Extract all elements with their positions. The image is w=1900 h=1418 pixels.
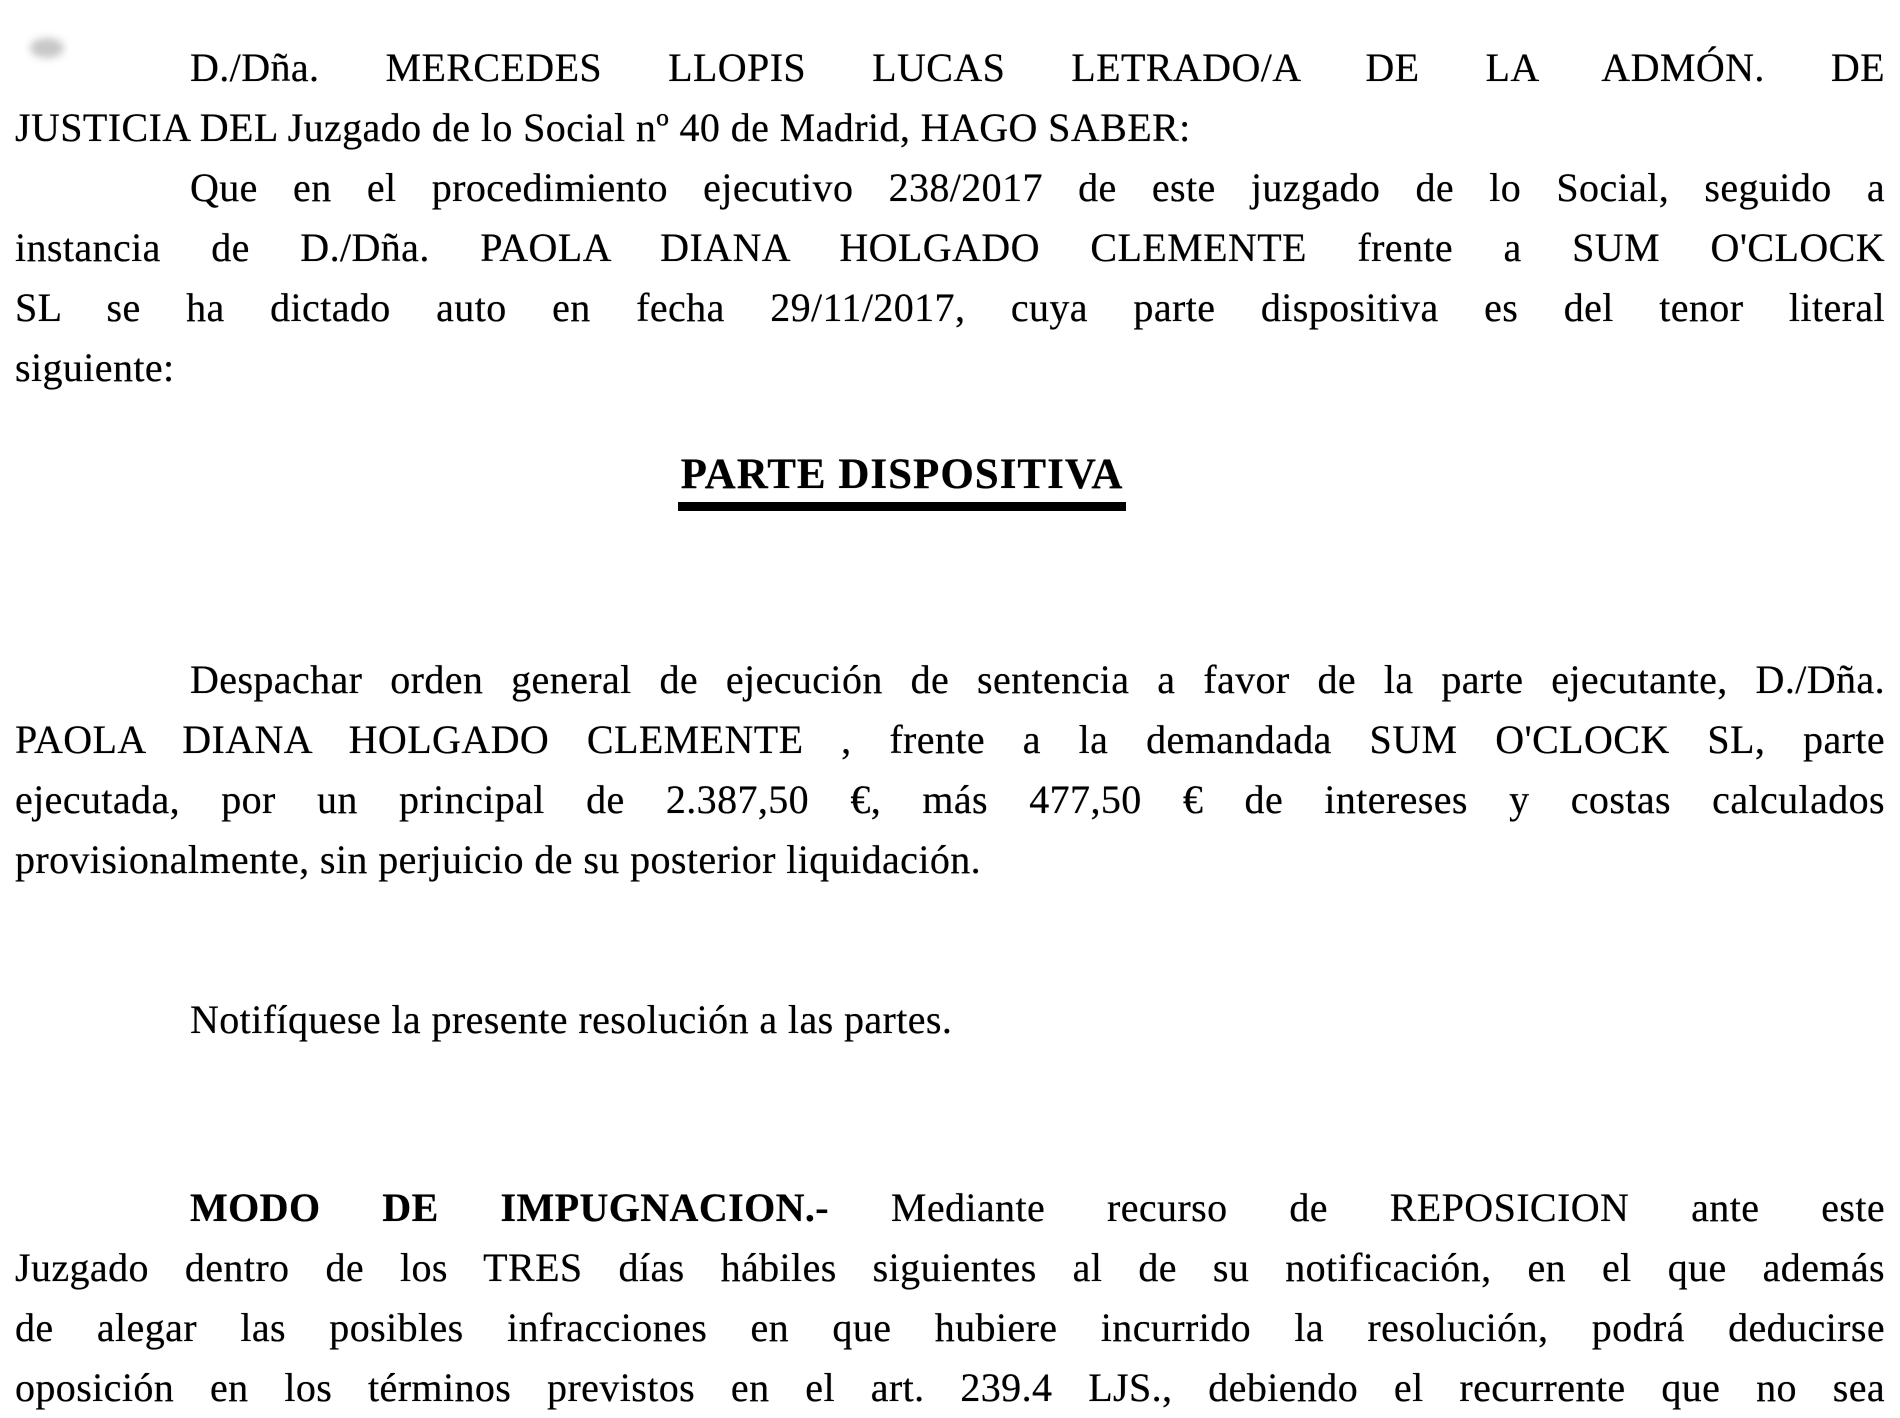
- text-line: [15, 1178, 1885, 1238]
- paragraph-procedure: [15, 158, 1885, 398]
- text-line: Juzgado dentro de los TRES días hábiles siguientes al de su notificación, en el que además: [15, 1245, 1885, 1290]
- text-line: siguiente:: [15, 345, 175, 390]
- text-line: JUSTICIA DEL Juzgado de lo Social nº 40 de Madrid, HAGO SABER:: [15, 105, 1191, 150]
- text-line: SL se ha dictado auto en fecha 29/11/2017, cuya parte dispositiva es del tenor literal: [15, 285, 1885, 330]
- appeal-mode-label: MODO DE IMPUGNACION.-: [190, 1185, 830, 1230]
- section-heading-wrap: [15, 448, 1885, 510]
- paragraph-order: [15, 650, 1885, 890]
- section-heading: PARTE DISPOSITIVA: [678, 448, 1127, 511]
- text-line: PAOLA DIANA HOLGADO CLEMENTE , frente a la demandada SUM O'CLOCK SL, parte: [15, 717, 1885, 762]
- text-line: oposición en los términos previstos en el art. 239.4 LJS., debiendo el recurrente que no sea: [15, 1365, 1885, 1410]
- text-line: provisionalmente, sin perjuicio de su posterior liquidación.: [15, 837, 982, 882]
- text-line: ejecutada, por un principal de 2.387,50 €, más 477,50 € de intereses y costas calculados: [15, 777, 1885, 822]
- text-line: Que en el procedimiento ejecutivo 238/2017 de este juzgado de lo Social, seguido a: [190, 165, 1885, 210]
- paragraph-appeal: [15, 1178, 1885, 1418]
- text-line: Despachar orden general de ejecución de sentencia a favor de la parte ejecutante, D./Dña.: [190, 657, 1885, 702]
- paragraph-notify: [15, 990, 1885, 1050]
- appeal-mode-text: Mediante recurso de REPOSICION ante este: [829, 1185, 1885, 1230]
- text-line: D./Dña. MERCEDES LLOPIS LUCAS LETRADO/A DE LA ADMÓN. DE: [190, 45, 1885, 90]
- paragraph-header: [15, 38, 1885, 158]
- text-line: instancia de D./Dña. PAOLA DIANA HOLGADO CLEMENTE frente a SUM O'CLOCK: [15, 225, 1885, 270]
- text-line: Notifíquese la presente resolución a las partes.: [190, 997, 953, 1042]
- text-line: de alegar las posibles infracciones en que hubiere incurrido la resolución, podrá deducirse: [15, 1305, 1885, 1350]
